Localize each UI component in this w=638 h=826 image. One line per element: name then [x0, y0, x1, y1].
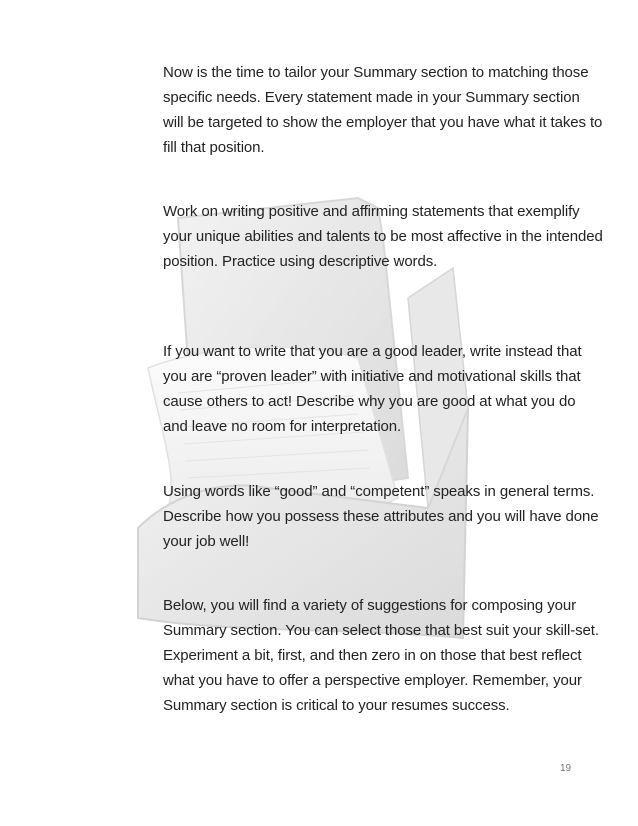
paragraph-proven-leader: If you want to write that you are a good leader, write instead that you are “proven leader” with initiative and motivational skills that cause others to act! Describe why you are good at what you do and leave no room for interpretation.	[163, 343, 582, 435]
page-number: 19	[560, 763, 572, 774]
paragraph-tailor-summary: Now is the time to tailor your Summary section to matching those specific needs. Every statement made in your Summary section will be targeted to show the employer that you have what it takes to fill that position.	[163, 64, 603, 156]
paragraph-general-terms: Using words like “good” and “competent” speaks in general terms. Describe how you possess these attributes and you will have done your job well!	[163, 483, 599, 550]
paragraph-suggestions: Below, you will find a variety of suggestions for composing your Summary section. You can select those that best suit your skill-set. Experiment a bit, first, and then zero in on those that best reflect what you have to offer a perspective employer. Remember, your Summary section is critical to your resumes success.	[163, 597, 599, 714]
paragraph-positive-statements: Work on writing positive and affirming statements that exemplify your unique abilities and talents to be most affective in the intended position. Practice using descriptive words.	[163, 203, 603, 270]
